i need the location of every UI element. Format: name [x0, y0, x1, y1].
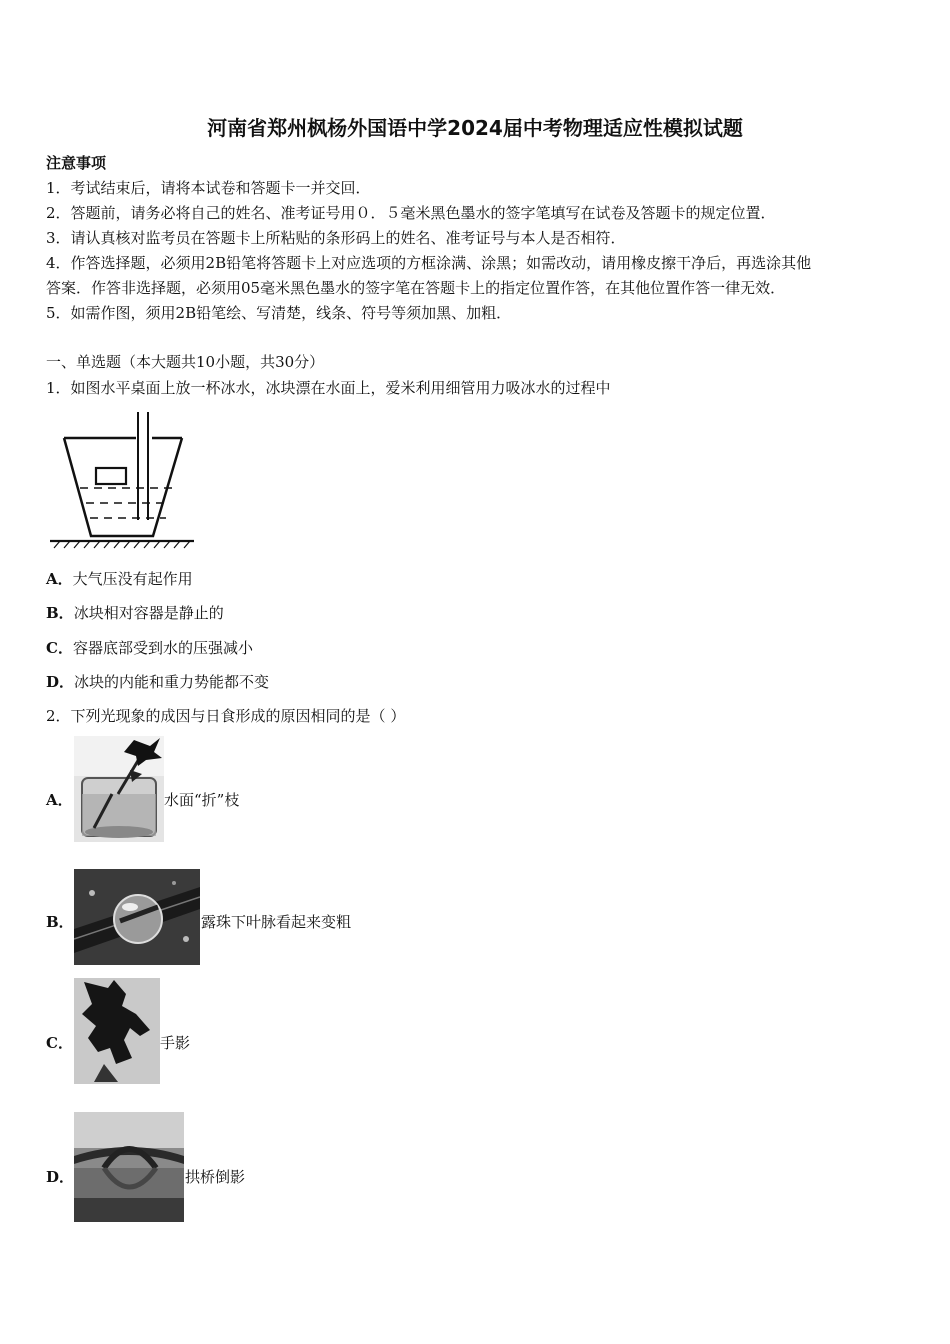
- q1-option-d: [46, 671, 269, 692]
- ice-water-cup-diagram: [46, 408, 196, 550]
- notice-item: 5．如需作图，须用2B铅笔绘、写清楚，线条、符号等须加黑、加粗．: [46, 304, 512, 322]
- q2-option-d-letter: D．: [46, 1168, 75, 1186]
- q1-option-a: [46, 568, 193, 589]
- q1-option-b: [46, 602, 224, 623]
- option-letter: D．: [46, 673, 75, 691]
- hand-shadow-photo: [74, 978, 160, 1084]
- q2-option-a-caption: 水面“折”枝: [164, 791, 240, 809]
- question-2-stem: 2．下列光现象的成因与日食形成的原因相同的是（ ）: [46, 707, 406, 725]
- question-1-stem: 1．如图水平桌面上放一杯冰水，冰块漂在水面上，爱米利用细管用力吸冰水的过程中: [46, 379, 611, 397]
- option-text: 冰块的内能和重力势能都不变: [74, 673, 270, 691]
- option-letter: C．: [46, 639, 73, 657]
- q2-option-c-letter: C．: [46, 1034, 73, 1052]
- q2-option-c-caption: 手影: [160, 1034, 191, 1052]
- q2-option-b-caption: 露珠下叶脉看起来变粗: [201, 913, 352, 931]
- option-text: 大气压没有起作用: [72, 570, 193, 588]
- option-text: 容器底部受到水的压强减小: [72, 639, 253, 657]
- q2-option-d-caption: 拱桥倒影: [185, 1168, 246, 1186]
- notice-item: 1．考试结束后，请将本试卷和答题卡一并交回．: [46, 179, 371, 197]
- q1-option-c: [46, 637, 253, 658]
- option-text: 冰块相对容器是静止的: [73, 604, 224, 622]
- notice-item: 答案．作答非选择题，必须用05毫米黑色墨水的签字笔在答题卡上的指定位置作答，在其他位置作答一律无效．: [46, 279, 786, 297]
- q2-option-a-letter: A．: [46, 791, 73, 809]
- page-title: 河南省郑州枫杨外国语中学2024届中考物理适应性模拟试题: [207, 116, 743, 140]
- branch-in-water-photo: [74, 736, 164, 842]
- notice-item: 3．请认真核对监考员在答题卡上所粘贴的条形码上的姓名、准考证号与本人是否相符．: [46, 229, 626, 247]
- notice-heading: 注意事项: [46, 154, 107, 172]
- section-heading: 一、单选题（本大题共10小题，共30分）: [46, 353, 325, 371]
- notice-item: 4．作答选择题，必须用2B铅笔将答题卡上对应选项的方框涂满、涂黑；如需改动，请用橡皮擦干净后，再选涂其他: [46, 254, 812, 272]
- option-letter: A．: [46, 570, 73, 588]
- q2-option-b-letter: B．: [46, 913, 74, 931]
- option-letter: B．: [46, 604, 74, 622]
- notice-item: 2．答题前，请务必将自己的姓名、准考证号用０．５毫米黑色墨水的签字笔填写在试卷及答题卡的规定位置．: [46, 204, 776, 222]
- arch-bridge-reflection-photo: [74, 1112, 184, 1222]
- dew-drop-leaf-photo: [74, 869, 200, 965]
